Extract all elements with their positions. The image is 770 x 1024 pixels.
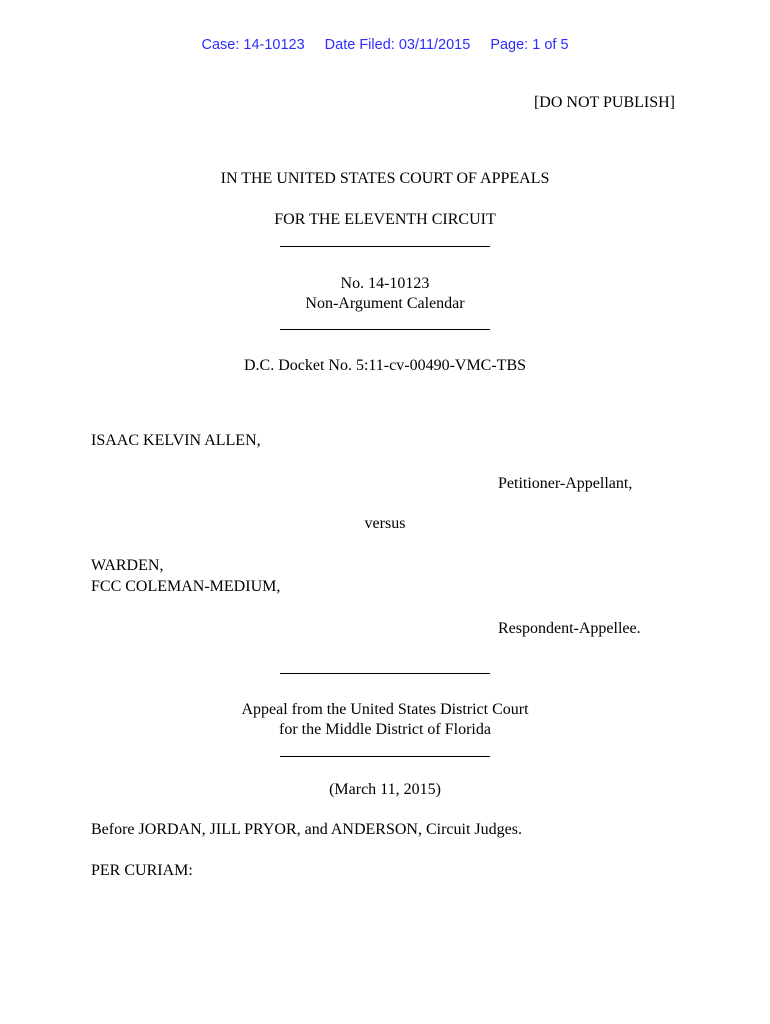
divider-rule [280,246,490,247]
per-curiam-heading: PER CURIAM: [91,862,193,879]
petitioner-role: Petitioner-Appellant, [498,475,633,492]
divider-rule [280,673,490,674]
docket-number: D.C. Docket No. 5:11-cv-00490-VMC-TBS [243,357,527,374]
divider-rule [280,756,490,757]
filing-stamp [0,37,770,53]
publish-status: [DO NOT PUBLISH] [533,94,675,111]
respondent-role: Respondent-Appellee. [498,620,641,637]
divider-rule [280,329,490,330]
panel-judges: Before JORDAN, JILL PRYOR, and ANDERSON, Circuit Judges. [91,821,522,838]
court-name-line1: IN THE UNITED STATES COURT OF APPEALS [220,170,550,187]
respondent-line2: FCC COLEMAN-MEDIUM, [91,578,281,595]
court-name-line2: FOR THE ELEVENTH CIRCUIT [274,211,496,228]
page-number-stamp: Page: 1 of 5 [490,37,569,53]
case-number: No. 14-10123 [340,275,430,292]
date-filed-stamp: Date Filed: 03/11/2015 [324,37,471,53]
petitioner-name: ISAAC KELVIN ALLEN, [91,432,261,449]
appeal-line1: Appeal from the United States District Court [241,701,529,718]
case-number-stamp: Case: 14-10123 [201,37,305,53]
versus-label: versus [364,515,406,532]
decision-date: (March 11, 2015) [329,781,441,798]
respondent-line1: WARDEN, [91,557,164,574]
appeal-line2: for the Middle District of Florida [279,721,491,738]
calendar-type: Non-Argument Calendar [305,295,465,312]
